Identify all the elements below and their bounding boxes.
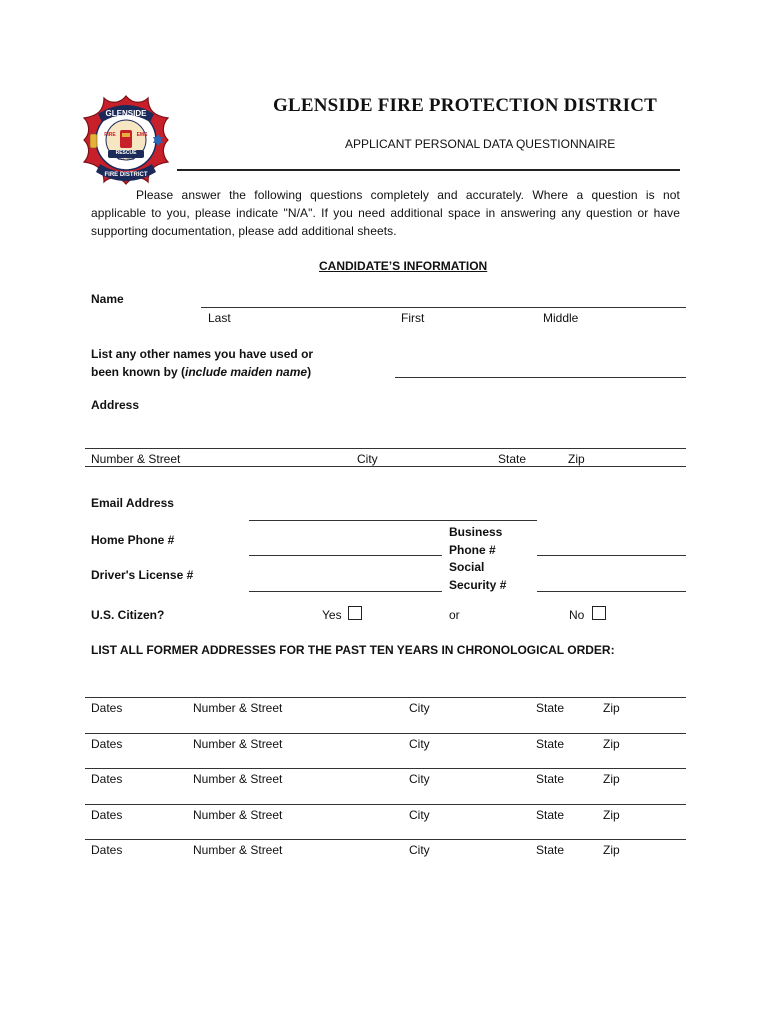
former-address-zip-caption: Zip — [603, 843, 620, 857]
form-subtitle: APPLICANT PERSONAL DATA QUESTIONNAIRE — [345, 137, 616, 151]
business-phone-label: Business Phone # — [449, 525, 503, 557]
former-address-state-caption: State — [536, 701, 565, 715]
former-address-zip-caption: Zip — [603, 807, 620, 822]
former-address-state-caption: State — [536, 736, 565, 751]
former-address-row-line[interactable] — [85, 839, 686, 840]
district-title: GLENSIDE FIRE PROTECTION DISTRICT — [273, 95, 658, 116]
former-address-street-caption: Number & Street — [193, 772, 283, 786]
address-bottom-rule — [85, 466, 686, 467]
address-label: Address — [91, 398, 140, 412]
former-address-city-caption: City — [409, 701, 430, 715]
address-city-caption: City — [357, 452, 378, 466]
address-field[interactable] — [85, 448, 686, 449]
former-address-row-line[interactable] — [85, 768, 686, 769]
former-address-state-caption: State — [536, 772, 565, 786]
drivers-license-field[interactable] — [249, 591, 442, 592]
name-field[interactable] — [201, 307, 686, 308]
former-address-street-caption: Number & Street — [193, 843, 283, 857]
former-address-zip-caption: Zip — [603, 736, 620, 751]
district-logo — [78, 92, 174, 188]
maltese-cross-icon — [78, 92, 174, 188]
former-address-row-line[interactable] — [85, 804, 686, 805]
header-divider — [177, 169, 680, 171]
citizen-no-checkbox[interactable] — [592, 606, 606, 620]
former-address-dates-caption: Dates — [91, 807, 123, 822]
former-address-state-caption: State — [536, 843, 565, 857]
email-field[interactable] — [249, 520, 537, 521]
former-address-state-caption: State — [536, 807, 565, 822]
citizen-yes-label: Yes — [322, 608, 342, 622]
former-address-city-caption: City — [409, 772, 430, 786]
email-label: Email Address — [91, 496, 174, 510]
name-middle-caption: Middle — [543, 311, 579, 325]
business-phone-field[interactable] — [537, 555, 686, 556]
name-last-caption: Last — [208, 311, 231, 325]
former-address-dates-caption: Dates — [91, 736, 123, 751]
address-zip-caption: Zip — [568, 452, 585, 466]
svg-text:EMS: EMS — [136, 132, 148, 138]
former-address-street-caption: Number & Street — [193, 701, 283, 715]
name-first-caption: First — [401, 311, 425, 325]
other-names-field[interactable] — [395, 377, 686, 378]
home-phone-field[interactable] — [249, 555, 442, 556]
former-addresses-title: LIST ALL FORMER ADDRESSES FOR THE PAST TEN YEARS IN CHRONOLOGICAL ORDER: — [91, 643, 615, 657]
svg-text:FIRE: FIRE — [104, 132, 116, 138]
candidate-section-title: CANDIDATE’S INFORMATION — [319, 259, 488, 273]
ssn-label: Social Security # — [449, 560, 507, 592]
svg-text:RESCUE: RESCUE — [115, 150, 137, 156]
other-names-label-line2: been known by (include maiden name) — [91, 365, 312, 379]
svg-text:EST. 1948: EST. 1948 — [117, 157, 135, 161]
citizen-no-label: No — [569, 608, 585, 622]
citizen-label: U.S. Citizen? — [91, 608, 165, 622]
former-address-dates-caption: Dates — [91, 701, 123, 715]
ssn-field[interactable] — [537, 591, 686, 592]
former-address-street-caption: Number & Street — [193, 807, 283, 822]
former-address-dates-caption: Dates — [91, 772, 123, 786]
citizen-or-label: or — [449, 608, 460, 622]
home-phone-label: Home Phone # — [91, 533, 175, 547]
address-street-caption: Number & Street — [91, 452, 181, 466]
instructions-paragraph: Please answer the following questions completely and accurately. Where a question is not applicable to you, please indicate "N/A". If you need additional space in answering any question or have supporting documentation, please add additional sheets. — [91, 188, 680, 238]
former-address-row-line[interactable] — [85, 697, 686, 698]
svg-text:GLENSIDE: GLENSIDE — [105, 109, 147, 118]
citizen-yes-checkbox[interactable] — [348, 606, 362, 620]
address-state-caption: State — [498, 452, 527, 466]
drivers-license-label: Driver's License # — [91, 568, 194, 582]
former-address-city-caption: City — [409, 843, 430, 857]
former-address-dates-caption: Dates — [91, 843, 123, 857]
former-address-city-caption: City — [409, 807, 430, 822]
svg-text:FIRE DISTRICT: FIRE DISTRICT — [104, 172, 148, 178]
former-address-row-line[interactable] — [85, 733, 686, 734]
former-address-city-caption: City — [409, 736, 430, 751]
other-names-label-line1: List any other names you have used or — [91, 347, 314, 361]
former-address-zip-caption: Zip — [603, 772, 620, 786]
name-label: Name — [91, 292, 124, 306]
former-address-street-caption: Number & Street — [193, 736, 283, 751]
former-address-zip-caption: Zip — [603, 701, 620, 715]
other-names-label — [91, 345, 313, 381]
